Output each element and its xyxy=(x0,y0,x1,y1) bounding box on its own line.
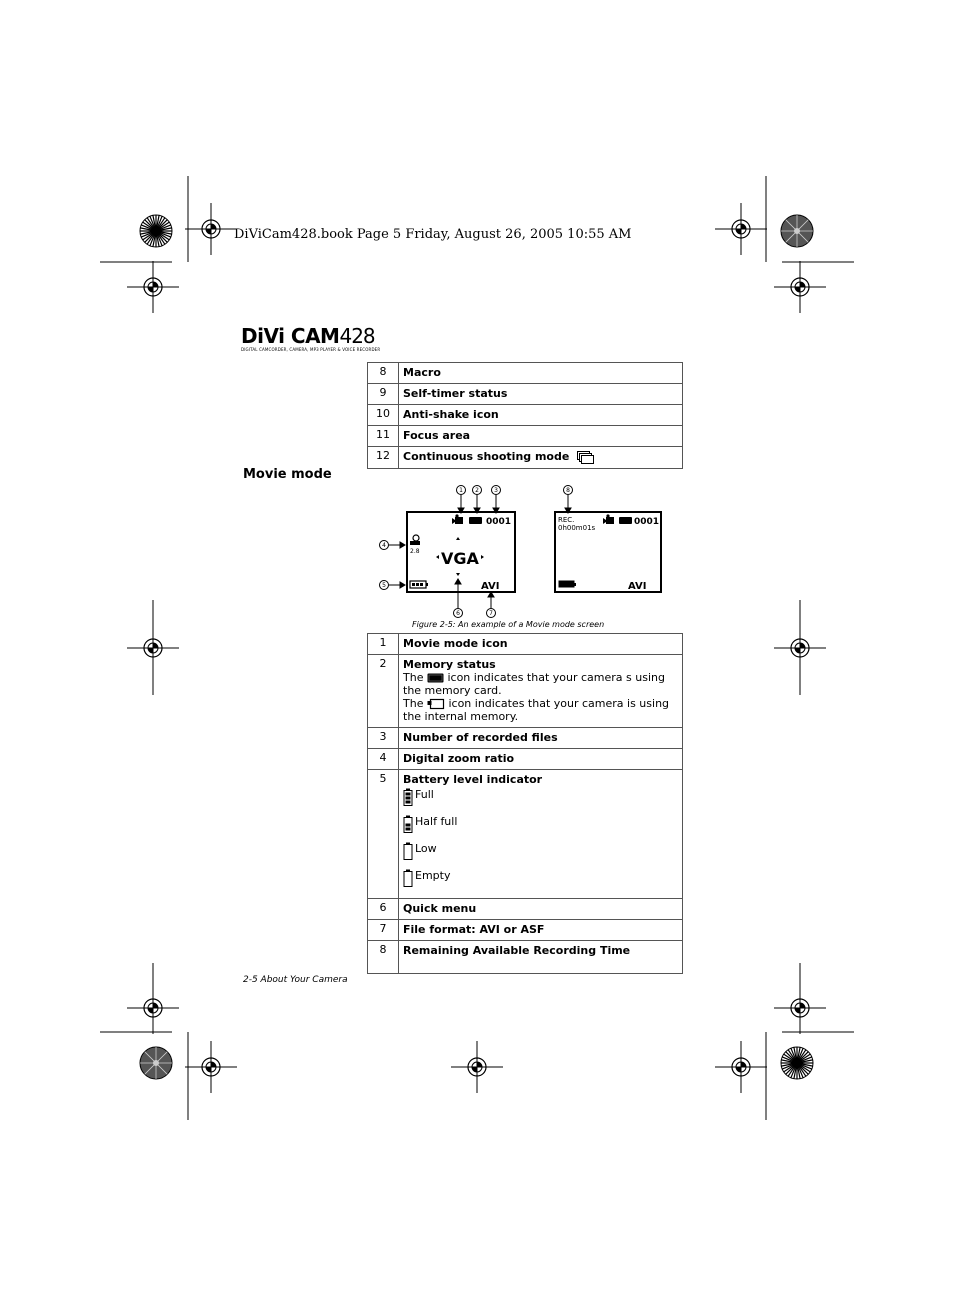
table-row xyxy=(368,405,683,426)
svg-text:5: 5 xyxy=(382,582,386,589)
rec-label: REC. xyxy=(558,516,575,524)
row-label-text: Continuous shooting mode xyxy=(403,450,570,463)
logo-brand: DiVi CAM xyxy=(241,324,340,348)
battery-level-label: Half full xyxy=(415,815,458,828)
table-row xyxy=(368,426,683,447)
memory-card-icon xyxy=(469,517,482,524)
svg-text:6: 6 xyxy=(456,610,460,617)
file-counter: 0001 xyxy=(486,517,512,527)
row-label: Focus area xyxy=(399,426,683,447)
row-label xyxy=(399,447,683,469)
figure-caption: Figure 2-5: An example of a Movie mode screen xyxy=(412,620,605,629)
row-number: 8 xyxy=(368,941,399,974)
recording-time: 0h00m01s xyxy=(558,524,596,532)
svg-text:1: 1 xyxy=(459,487,463,494)
row-label: Memory status xyxy=(403,658,496,671)
table-row xyxy=(368,899,683,920)
file-format-label: AVI xyxy=(628,581,647,592)
movie-mode-figure xyxy=(370,480,670,620)
desc-prefix: The xyxy=(403,671,424,684)
movie-screen-2 xyxy=(555,512,661,592)
print-header: DiViCam428.book Page 5 Friday, August 26, 2005 10:55 AM xyxy=(234,227,632,242)
file-counter: 0001 xyxy=(634,517,660,527)
table-row xyxy=(368,770,683,899)
battery-empty-icon xyxy=(403,869,413,887)
callout-6 xyxy=(454,609,463,618)
svg-text:2: 2 xyxy=(475,487,479,494)
file-format-label: AVI xyxy=(481,581,500,592)
zoom-ratio: 2.8 xyxy=(410,548,420,555)
svg-text:3: 3 xyxy=(494,487,498,494)
row-label: Number of recorded files xyxy=(399,728,683,749)
row-label: File format: AVI or ASF xyxy=(399,920,683,941)
movie-screen-1 xyxy=(407,512,515,592)
battery-low-icon xyxy=(403,842,413,860)
internal-memory-description xyxy=(403,697,678,723)
table-row xyxy=(368,728,683,749)
desc-text: icon indicates that your camera is using the internal memory. xyxy=(403,697,670,723)
battery-full-icon xyxy=(403,788,413,806)
battery-level-label: Full xyxy=(415,788,434,801)
row-number: 11 xyxy=(368,426,399,447)
callout-8 xyxy=(564,486,573,495)
logo-tagline: DIGITAL CAMCORDER, CAMERA, MP3 PLAYER & VOICE RECORDER xyxy=(241,347,381,352)
row-number: 12 xyxy=(368,447,399,469)
row-label: Self-timer status xyxy=(399,384,683,405)
page-footer: 2-5 About Your Camera xyxy=(243,975,348,985)
row-content xyxy=(399,655,683,728)
callout-1 xyxy=(457,486,466,495)
battery-level-item xyxy=(403,788,678,813)
row-number: 7 xyxy=(368,920,399,941)
svg-text:7: 7 xyxy=(489,610,493,617)
memory-card-description xyxy=(403,671,678,697)
shooting-icons-table xyxy=(367,362,683,469)
row-number: 6 xyxy=(368,899,399,920)
row-number: 2 xyxy=(368,655,399,728)
continuous-shooting-icon xyxy=(577,451,595,464)
battery-level-label: Low xyxy=(415,842,437,855)
table-row xyxy=(368,941,683,974)
internal-memory-icon xyxy=(427,698,445,710)
memory-card-icon xyxy=(427,673,444,683)
table-row xyxy=(368,447,683,469)
row-number: 9 xyxy=(368,384,399,405)
memory-card-icon xyxy=(619,517,632,524)
table-row xyxy=(368,634,683,655)
row-label: Remaining Available Recording Time xyxy=(399,941,683,974)
callout-2 xyxy=(473,486,482,495)
row-label: Quick menu xyxy=(399,899,683,920)
row-label: Movie mode icon xyxy=(399,634,683,655)
row-label: Digital zoom ratio xyxy=(399,749,683,770)
table-row xyxy=(368,363,683,384)
callout-4 xyxy=(380,541,389,550)
row-number: 10 xyxy=(368,405,399,426)
row-number: 5 xyxy=(368,770,399,899)
battery-half-icon xyxy=(403,815,413,833)
row-label: Macro xyxy=(399,363,683,384)
battery-level-label: Empty xyxy=(415,869,451,882)
callout-3 xyxy=(492,486,501,495)
battery-level-item xyxy=(403,815,678,840)
brand-logo xyxy=(241,326,380,352)
row-number: 3 xyxy=(368,728,399,749)
callout-5 xyxy=(380,581,389,590)
row-number: 1 xyxy=(368,634,399,655)
table-row xyxy=(368,384,683,405)
row-label: Anti-shake icon xyxy=(399,405,683,426)
table-row xyxy=(368,920,683,941)
row-number: 4 xyxy=(368,749,399,770)
row-content xyxy=(399,770,683,899)
desc-text: icon indicates that your camera s using the memory card. xyxy=(403,671,665,697)
table-row xyxy=(368,749,683,770)
battery-full-icon xyxy=(559,581,576,587)
resolution-label: VGA xyxy=(441,549,479,568)
section-title: Movie mode xyxy=(243,467,332,482)
logo-model: 428 xyxy=(339,324,375,348)
svg-text:8: 8 xyxy=(566,487,570,494)
battery-level-item xyxy=(403,869,678,894)
movie-mode-table xyxy=(367,633,683,974)
callout-7 xyxy=(487,609,496,618)
row-label: Battery level indicator xyxy=(403,773,543,786)
table-row xyxy=(368,655,683,728)
svg-text:4: 4 xyxy=(382,542,386,549)
desc-prefix: The xyxy=(403,697,424,710)
battery-level-item xyxy=(403,842,678,867)
row-number: 8 xyxy=(368,363,399,384)
